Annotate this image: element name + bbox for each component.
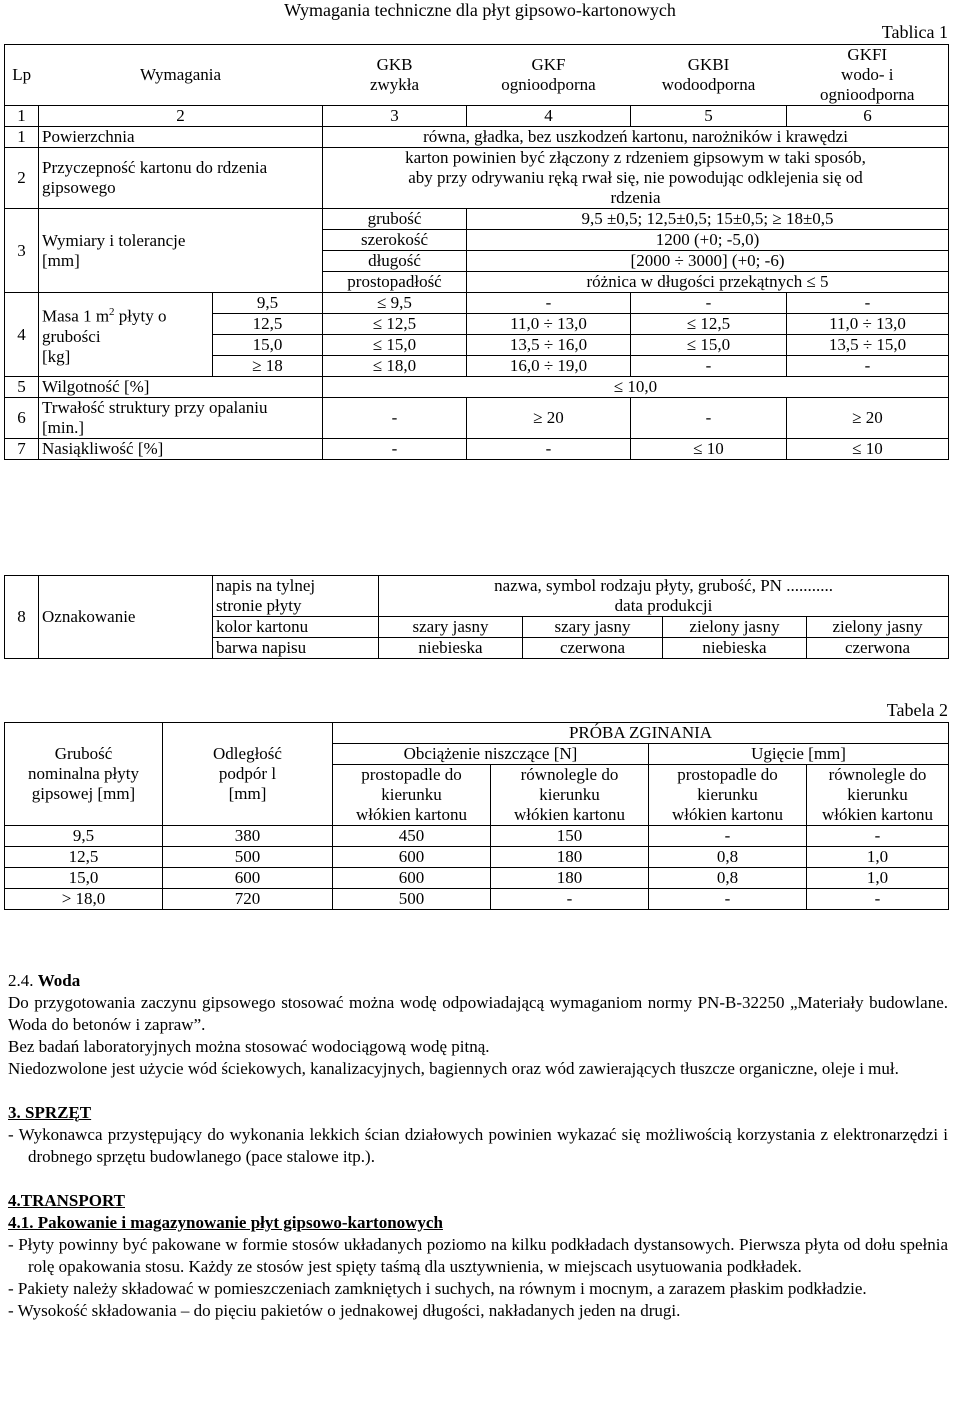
row-number: 7 xyxy=(5,439,39,460)
gkbi-header: GKBI wodoodporna xyxy=(631,45,787,106)
cell: 380 xyxy=(163,826,333,847)
col-num-2: 2 xyxy=(39,106,323,127)
cell: 180 xyxy=(491,868,649,889)
table-row xyxy=(5,576,949,617)
mass-value: 11,0 ÷ 13,0 xyxy=(787,314,949,335)
table-header-row xyxy=(5,45,949,106)
mass-value: 13,5 ÷ 16,0 xyxy=(467,335,631,356)
row-value: ≤ 10,0 xyxy=(323,377,949,398)
document-title: Wymagania techniczne dla płyt gipsowo-kartonowych xyxy=(284,0,676,20)
cell: 600 xyxy=(333,868,491,889)
marking-value: zielony jasny xyxy=(663,617,807,638)
table-row xyxy=(5,377,949,398)
bending-test-table xyxy=(4,722,949,910)
mass-value: ≤ 9,5 xyxy=(323,293,467,314)
row-label: Powierzchnia xyxy=(39,127,323,148)
table1-caption: Tablica 1 xyxy=(881,22,948,42)
marking-value: nazwa, symbol rodzaju płyty, grubość, PN ........... data produkcji xyxy=(379,576,949,617)
row-label: Oznakowanie xyxy=(39,576,213,659)
cell: 180 xyxy=(491,847,649,868)
dim-value: różnica w długości przekątnych ≤ 5 xyxy=(467,272,949,293)
cell: - xyxy=(807,889,949,910)
cell: 500 xyxy=(163,847,333,868)
marking-value: zielony jasny xyxy=(807,617,949,638)
table-row xyxy=(5,826,949,847)
cell: 500 xyxy=(333,889,491,910)
table-row xyxy=(5,889,949,910)
list-item: - Wysokość składowania – do pięciu pakietów o jednakowej długości, nakładanych jeden na drugi. xyxy=(8,1301,681,1320)
dim-key: prostopadłość xyxy=(323,272,467,293)
support-distance-header: Odległość podpór l [mm] xyxy=(163,723,333,826)
perpendicular-header: prostopadle do kierunku włókien kartonu xyxy=(649,765,807,826)
marking-value: czerwona xyxy=(807,638,949,659)
marking-value: czerwona xyxy=(523,638,663,659)
marking-label: kolor kartonu xyxy=(213,617,379,638)
body-text xyxy=(8,970,948,1322)
row-number: 3 xyxy=(5,209,39,293)
gkfi-header: GKFI wodo- i ognioodporna xyxy=(787,45,949,106)
paragraph: Niedozwolone jest użycie wód ściekowych, kanalizacyjnych, bagiennych oraz wód zawierających tłuszcze organiczne, oleje i muł. xyxy=(8,1059,899,1078)
cell: 720 xyxy=(163,889,333,910)
mass-value: ≤ 18,0 xyxy=(323,356,467,377)
cell: - xyxy=(491,889,649,910)
list-item: - Płyty powinny być pakowane w formie stosów układanych poziomo na kilku podkładach dystansowych. Pierwsza płyta od dołu spełnia rolę opakowania stosu. Każdy ze stosów jest spięty taśmą dla usztywnienia, w miejscach usytuowania podkładek. xyxy=(8,1235,948,1276)
paragraph: Do przygotowania zaczynu gipsowego stosować można wodę odpowiadającą wymaganiom normy PN-B-32250 „Materiały budowlane. Woda do betonów i zapraw”. xyxy=(8,993,948,1034)
row-value: karton powinien być złączony z rdzeniem gipsowym w taki sposób, aby przy odrywaniu ręką rwał się, nie powodując odklejenia się od rdzenia xyxy=(323,148,949,209)
mass-value: - xyxy=(467,293,631,314)
row-label: Masa 1 $m^2$ płyty o grubości [kg] xyxy=(39,293,213,377)
requirements-table xyxy=(4,44,949,460)
col-num-6: 6 xyxy=(787,106,949,127)
row-number: 5 xyxy=(5,377,39,398)
row-number: 6 xyxy=(5,398,39,439)
row-number: 8 xyxy=(5,576,39,659)
gkf-header: GKF ognioodporna xyxy=(467,45,631,106)
section-heading: 4.TRANSPORT xyxy=(8,1191,125,1210)
row-value: ≤ 10 xyxy=(787,439,949,460)
mass-value: ≤ 15,0 xyxy=(323,335,467,356)
col-num-5: 5 xyxy=(631,106,787,127)
cell: 1,0 xyxy=(807,847,949,868)
bending-test-header: PRÓBA ZGINANIA xyxy=(333,723,949,744)
table-row xyxy=(5,209,949,230)
marking-label: barwa napisu xyxy=(213,638,379,659)
mass-thickness: ≥ 18 xyxy=(213,356,323,377)
dim-value: [2000 ÷ 3000] (+0; -6) xyxy=(467,251,949,272)
row-number: 4 xyxy=(5,293,39,377)
marking-label: napis na tylnej stronie płyty xyxy=(213,576,379,617)
marking-value: niebieska xyxy=(663,638,807,659)
section-heading: 2.4. Woda xyxy=(8,971,81,990)
cell: 450 xyxy=(333,826,491,847)
cell: 1,0 xyxy=(807,868,949,889)
mass-thickness: 9,5 xyxy=(213,293,323,314)
row-value: ≤ 10 xyxy=(631,439,787,460)
table-row xyxy=(5,868,949,889)
row-number: 2 xyxy=(5,148,39,209)
list-item: - Pakiety należy składować w pomieszczeniach zamkniętych i suchych, na równym i mocnym, a zarazem płaskim podkładzie. xyxy=(8,1279,867,1298)
table2-caption: Tabela 2 xyxy=(886,700,948,720)
mass-value: - xyxy=(631,293,787,314)
cell: - xyxy=(649,889,807,910)
marking-value: niebieska xyxy=(379,638,523,659)
lp-header: Lp xyxy=(5,45,39,106)
column-numbers-row xyxy=(5,106,949,127)
parallel-header: równolegle do kierunku włókien kartonu xyxy=(807,765,949,826)
mass-value: ≤ 12,5 xyxy=(323,314,467,335)
row-label: Wymiary i tolerancje [mm] xyxy=(39,209,323,293)
load-header: Obciążenie niszczące [N] xyxy=(333,744,649,765)
dim-key: grubość xyxy=(323,209,467,230)
requirements-header: Wymagania xyxy=(39,45,323,106)
gkb-header: GKB zwykła xyxy=(323,45,467,106)
mass-value: ≤ 12,5 xyxy=(631,314,787,335)
cell: 0,8 xyxy=(649,847,807,868)
table-row xyxy=(5,127,949,148)
section-heading: 3. SPRZĘT xyxy=(8,1103,92,1122)
mass-value: 16,0 ÷ 19,0 xyxy=(467,356,631,377)
mass-thickness: 15,0 xyxy=(213,335,323,356)
table-row xyxy=(5,148,949,209)
row-number: 1 xyxy=(5,127,39,148)
cell: 12,5 xyxy=(5,847,163,868)
row-value: - xyxy=(631,398,787,439)
marking-value: szary jasny xyxy=(523,617,663,638)
dim-value: 1200 (+0; -5,0) xyxy=(467,230,949,251)
parallel-header: równolegle do kierunku włókien kartonu xyxy=(491,765,649,826)
row-value: ≥ 20 xyxy=(787,398,949,439)
col-num-4: 4 xyxy=(467,106,631,127)
thickness-header: Grubość nominalna płyty gipsowej [mm] xyxy=(5,723,163,826)
paragraph: - Wykonawca przystępujący do wykonania lekkich ścian działowych powinien wykazać się możliwością korzystania z elektronarzędzi i drobnego sprzętu budowlanego (pace stalowe itp.). xyxy=(8,1125,948,1166)
marking-table xyxy=(4,575,949,659)
col-num-3: 3 xyxy=(323,106,467,127)
table-header-row xyxy=(5,723,949,744)
marking-value: szary jasny xyxy=(379,617,523,638)
mass-value: 11,0 ÷ 13,0 xyxy=(467,314,631,335)
row-label: Nasiąkliwość [%] xyxy=(39,439,323,460)
mass-value: 13,5 ÷ 15,0 xyxy=(787,335,949,356)
row-label: Wilgotność [%] xyxy=(39,377,323,398)
dim-value: 9,5 ±0,5; 12,5±0,5; 15±0,5; ≥ 18±0,5 xyxy=(467,209,949,230)
row-value: - xyxy=(467,439,631,460)
row-label: Przyczepność kartonu do rdzenia gipsowego xyxy=(39,148,323,209)
cell: 0,8 xyxy=(649,868,807,889)
cell: 600 xyxy=(163,868,333,889)
paragraph: Bez badań laboratoryjnych można stosować wodociągową wodę pitną. xyxy=(8,1037,490,1056)
table-row xyxy=(5,847,949,868)
row-value: równa, gładka, bez uszkodzeń kartonu, narożników i krawędzi xyxy=(323,127,949,148)
table-row xyxy=(5,293,949,314)
cell: 600 xyxy=(333,847,491,868)
mass-thickness: 12,5 xyxy=(213,314,323,335)
cell: 15,0 xyxy=(5,868,163,889)
row-value: - xyxy=(323,439,467,460)
row-value: - xyxy=(323,398,467,439)
cell: 9,5 xyxy=(5,826,163,847)
table-row xyxy=(5,439,949,460)
mass-value: - xyxy=(787,293,949,314)
subsection-heading: 4.1. Pakowanie i magazynowanie płyt gipsowo-kartonowych xyxy=(8,1213,443,1232)
row-value: ≥ 20 xyxy=(467,398,631,439)
mass-value: - xyxy=(631,356,787,377)
col-num-1: 1 xyxy=(5,106,39,127)
table-row xyxy=(5,398,949,439)
cell: - xyxy=(649,826,807,847)
cell: 150 xyxy=(491,826,649,847)
dim-key: szerokość xyxy=(323,230,467,251)
deflection-header: Ugięcie [mm] xyxy=(649,744,949,765)
cell: - xyxy=(807,826,949,847)
row-label: Trwałość struktury przy opalaniu [min.] xyxy=(39,398,323,439)
mass-value: ≤ 15,0 xyxy=(631,335,787,356)
mass-value: - xyxy=(787,356,949,377)
cell: > 18,0 xyxy=(5,889,163,910)
perpendicular-header: prostopadle do kierunku włókien kartonu xyxy=(333,765,491,826)
dim-key: długość xyxy=(323,251,467,272)
